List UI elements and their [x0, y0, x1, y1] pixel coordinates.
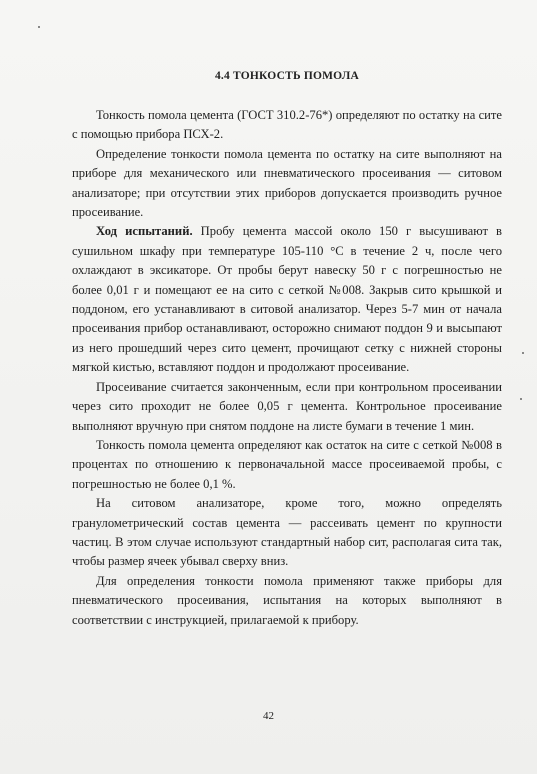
paragraph-5	[72, 436, 502, 494]
paragraph-text: Тонкость помола цемента определяют как остаток на сите с сеткой №008 в процентах по отношению к первоначальной массе просеиваемой пробы, с погрешностью не более 0,1 %.	[72, 437, 502, 491]
paragraph-7	[72, 572, 502, 630]
paragraph-text: Определение тонкости помола цемента по остатку на сите выполняют на приборе для механического или пневматического просеивания — ситовом анализаторе; при отсутствии этих приборов допускается производить ручное просеивание.	[72, 146, 502, 220]
page-number: 42	[263, 710, 274, 722]
paragraph-4	[72, 378, 502, 436]
paragraph-text: Пробу цемента массой около 150 г высушивают в сушильном шкафу при температуре 105-110 °С в течение 2 ч, после чего охлаждают в эксикаторе. От пробы берут навеску 50 г с погрешностью не более 0,01 г и помещают ее на сито с сеткой №008. Закрыв сито крышкой и поддоном, его устанавливают в ситовой анализатор. Через 5-7 мин от начала просеивания прибор останавливают, осторожно снимают поддон 9 и высыпают из него прошедший через сито цемент, прочищают сетку с нижней стороны мягкой кистью, вставляют поддон и продолжают просеивание.	[72, 224, 502, 375]
paragraph-1	[72, 106, 502, 145]
paragraph-text: Просеивание считается законченным, если при контрольном просеивании через сито проходит не более 0,05 г цемента. Контрольное просеивание выполняют вручную при снятом поддоне на листе бумаги в течение 1 мин.	[72, 379, 502, 433]
page-content	[72, 70, 502, 630]
scan-speck	[520, 398, 522, 400]
paragraph-3	[72, 222, 502, 377]
paragraph-6	[72, 494, 502, 572]
paragraph-lead: Ход испытаний.	[96, 224, 193, 239]
paragraph-text: На ситовом анализаторе, кроме того, можно определять гранулометрический состав цемента — рассеивать цемент по крупности частиц. В этом случае используют стандартный набор сит, располагая сита так, чтобы размер ячеек убывал сверху вниз.	[72, 496, 502, 569]
paragraph-text: Тонкость помола цемента (ГОСТ 310.2-76*) определяют по остатку на сите с помощью прибора ПСХ-2.	[72, 108, 502, 142]
scan-speck	[38, 26, 40, 28]
paragraph-2	[72, 145, 502, 223]
section-title: 4.4 ТОНКОСТЬ ПОМОЛА	[214, 70, 360, 82]
paragraph-text: Для определения тонкости помола применяют также приборы для пневматического просеивания, испытания на которых выполняют в соответствии с инструкцией, прилагаемой к прибору.	[72, 573, 502, 627]
scan-speck	[522, 352, 524, 354]
